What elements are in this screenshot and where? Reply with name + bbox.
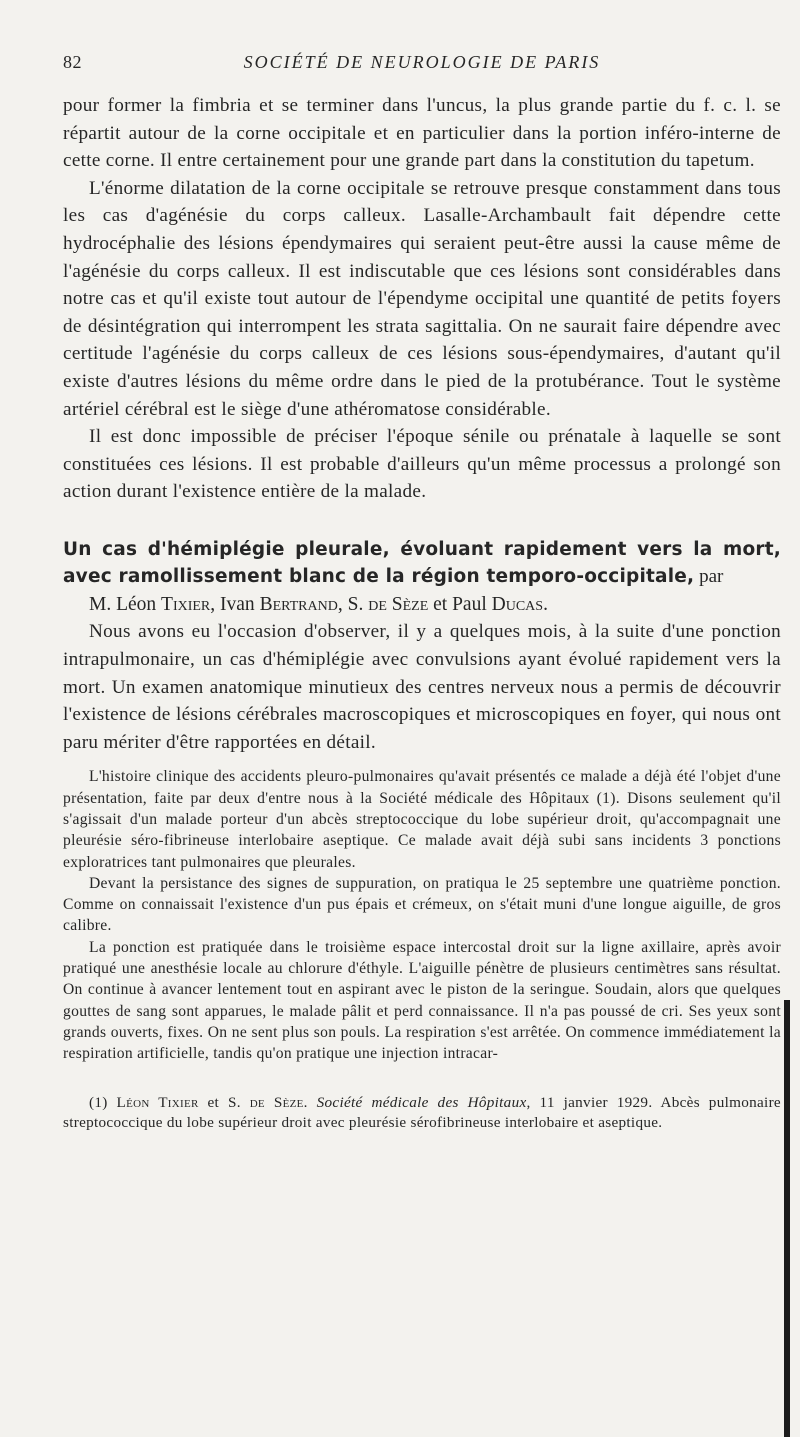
clinical-history bbox=[63, 766, 781, 1064]
footnote-author: Léon Tixier bbox=[116, 1093, 199, 1111]
author-name: Tixier bbox=[161, 593, 211, 615]
article-authors bbox=[63, 591, 781, 619]
author-name: de Sèze bbox=[368, 593, 429, 615]
page-number: 82 bbox=[63, 52, 82, 72]
journal-title: SOCIÉTÉ DE NEUROLOGIE DE PARIS bbox=[243, 52, 601, 72]
page-edge-shadow bbox=[784, 1000, 790, 1437]
continuation-text bbox=[63, 92, 781, 506]
author-end: . bbox=[543, 593, 548, 615]
author-name: Bertrand bbox=[259, 593, 338, 615]
footnote-author: de Sèze bbox=[249, 1093, 304, 1111]
author-separator: , S. bbox=[337, 593, 364, 615]
author-separator: , Ivan bbox=[210, 593, 255, 615]
article-intro bbox=[63, 618, 781, 756]
paragraph: L'histoire clinique des accidents pleuro-pulmonaires qu'avait présentés ce malade a déjà été l'objet d'une présentation, faite par deux d'entre nous à la Société médicale des Hôpitaux (1). Disons seulement qu'il s'agissait d'un malade porteur d'un abcès streptococcique du lobe supérieur droit, qu'accompagnait une pleurésie séro-fibrineuse interlobaire aseptique. Ce malade avait déjà subi sans incidents 3 ponctions exploratrices tant pulmonaires que pleurales. bbox=[63, 768, 781, 871]
footnote-marker: (1) bbox=[89, 1093, 108, 1111]
paragraph: L'énorme dilatation de la corne occipitale se retrouve presque constamment dans tous les cas d'agénésie du corps calleux. Lasalle-Archambault fait dépendre cette hydrocéphalie des lésions épendymaires qui seraient peut-être aussi la cause même de l'agénésie du corps calleux. Il est indiscutable que ces lésions sont considérables dans notre cas et qu'il existe tout autour de l'épendyme occipital une quantité de petits foyers de désintégration qui interrompent les strata sagittalia. On ne saurait faire dépendre avec certitude l'agénésie du corps calleux de ces lésions sous-épendymaires, d'autant qu'il existe d'autres lésions du même ordre dans le pied de la protubérance. Tout le système artériel cérébral est le siège d'une athéromatose considérable. bbox=[63, 177, 781, 420]
article-title: Un cas d'hémiplégie pleurale, évoluant rapidement vers la mort, avec ramollissement blanc de la région temporo-occipitale, bbox=[63, 538, 781, 588]
running-header bbox=[63, 52, 781, 92]
paragraph: Nous avons eu l'occasion d'observer, il y a quelques mois, à la suite d'une ponction intrapulmonaire, un cas d'hémiplégie avec convulsions ayant évolué rapidement vers la mort. Un examen anatomique minutieux des centres nerveux nous a permis de découvrir l'existence de lésions cérébrales macroscopiques et microscopiques en foyer, qui nous ont paru mériter d'être rapportées en détail. bbox=[63, 621, 781, 753]
paragraph: La ponction est pratiquée dans le troisième espace intercostal droit sur la ligne axillaire, après avoir pratiqué une anesthésie locale au chlorure d'éthyle. L'aiguille pénètre de plusieurs centimètres sans résultat. On continue à avancer lentement tout en aspirant avec le piston de la seringue. Soudain, alors que quelques gouttes de sang sont apparues, le malade pâlit et perd connaissance. Il n'a pas poussé de cri. Ses yeux sont grands ouverts, fixes. On ne sent plus son pouls. La respiration s'est arrêtée. On commence immédiatement la respiration artificielle, tandis qu'on pratique une injection intracar- bbox=[63, 938, 781, 1063]
paragraph: Il est donc impossible de préciser l'époque sénile ou prénatale à laquelle se sont constituées ces lésions. Il est probable d'ailleurs qu'un même processus a prolongé son action durant l'existence entière de la malade. bbox=[63, 426, 781, 503]
author-prefix: M. Léon bbox=[89, 593, 157, 615]
author-name: Ducas bbox=[491, 593, 544, 615]
footnote: (1) Léon Tixier et S. de Sèze. Société médicale des Hôpitaux, 11 janvier 1929. Abcès pulmonaire streptococcique du lobe supérieur droit avec pleurésie sérofibrineuse interlobaire et aseptique. bbox=[63, 1093, 781, 1131]
footnote-source: Société médicale des Hôpitaux bbox=[316, 1093, 527, 1111]
footnote-date: , 11 janvier 1929. bbox=[526, 1093, 653, 1111]
by-word: par bbox=[699, 566, 724, 588]
footnote-conjunction: et S. bbox=[207, 1093, 241, 1111]
author-separator: et Paul bbox=[433, 593, 487, 615]
footnote-text: Abcès pulmonaire streptococcique du lobe supérieur droit avec pleurésie sérofibrineuse interlobaire et aseptique. bbox=[63, 1093, 781, 1131]
paragraph: Devant la persistance des signes de suppuration, on pratiqua le 25 septembre une quatrième ponction. Comme on connaissait l'existence d'un pus épais et crémeux, on s'était muni d'une longue aiguille, de gros calibre. bbox=[63, 874, 781, 935]
document-page bbox=[63, 52, 781, 1133]
article-heading bbox=[63, 536, 781, 619]
paragraph: pour former la fimbria et se terminer dans l'uncus, la plus grande partie du f. c. l. se répartit autour de la corne occipitale et en particulier dans la portion inféro-interne de cette corne. Il entre certainement pour une grande part dans la constitution du tapetum. bbox=[63, 95, 781, 172]
